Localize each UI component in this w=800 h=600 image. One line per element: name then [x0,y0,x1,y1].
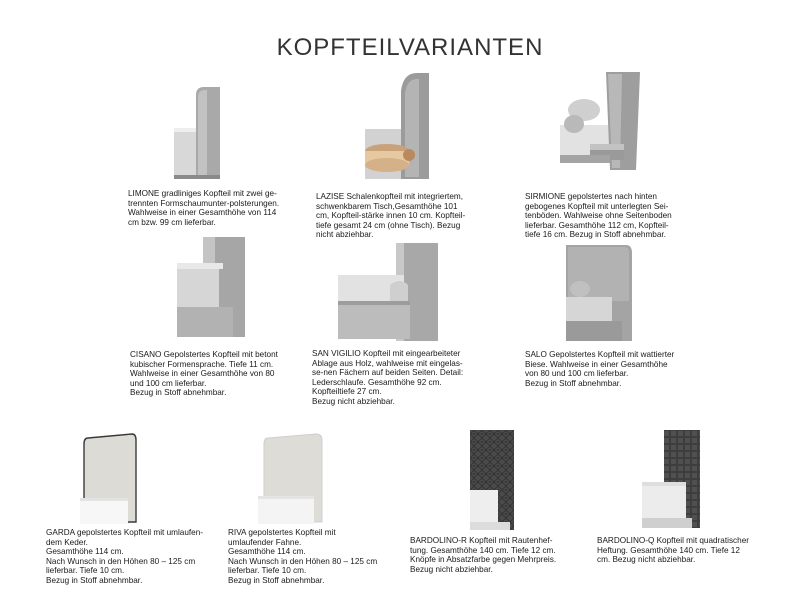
text-line: tiefe gesamt 24 cm (ohne Tisch). Bezug [316,220,461,230]
text-line: schwenkbarem Tisch,Gesamthöhe 101 [316,201,458,211]
san-vigilio-headboard-image [338,241,440,343]
text-line: Wahlweise in einer Gesamthöhe von 114 [128,208,277,218]
text-line: lieferbar. Gesamthöhe 112 cm, Kopfteil- [525,220,669,230]
text-line: Kopfteiltiefe 27 cm. [312,387,382,397]
sirmione-description [525,192,705,240]
text-line: Wahlweise in einer Gesamthöhe von 80 [130,369,275,379]
text-line: lieferbar. Tiefe 10 cm. [228,566,307,576]
cisano-description [130,350,305,398]
text-line: Nach Wunsch in den Höhen 80 – 125 cm [228,556,378,566]
salo-description [525,350,700,388]
text-line: SAN VIGILIO Kopfteil mit eingearbeiteter [312,349,461,358]
text-line: LIMONE gradliniges Kopfteil mit zwei ge- [128,189,277,198]
bardolino-q-description [597,536,777,565]
text-line: Bezug in Stoff abnehmbar. [228,575,325,585]
text-line: Bezug nicht abziehbar. [410,564,493,574]
text-line: LAZISE Schalenkopfteil mit integriertem, [316,192,463,201]
text-line: Biese. Wahlweise in einer Gesamthöhe [525,359,668,369]
text-line: kubischer Formensprache. Tiefe 11 cm. [130,359,274,369]
text-line: umlaufender Fahne. [228,537,302,547]
limone-headboard-image [174,85,224,185]
riva-description [228,528,403,586]
text-line: cm, Kopfteil-stärke innen 10 cm. Kopfteil- [316,211,466,221]
text-line: Gesamthöhe 114 cm. [228,547,306,557]
text-line: Bezug in Stoff abnehmbar. [130,388,227,398]
text-line: von 80 und 100 cm lieferbar. [525,369,629,379]
text-line: CISANO Gepolstertes Kopfteil mit betont [130,350,278,359]
garda-headboard-image [80,432,140,526]
lazise-description [316,192,486,240]
limone-description [128,189,298,227]
text-line: lieferbar. Tiefe 10 cm. [46,566,125,576]
text-line: cm. Bezug nicht abziehbar. [597,555,696,565]
sirmione-headboard-image [560,70,642,180]
bardolino-r-headboard-image [470,430,516,532]
text-line: nicht abziehbar. [316,230,374,240]
text-line: und 100 cm lieferbar. [130,378,207,388]
cisano-headboard-image [177,237,247,341]
text-line: Bezug in Stoff abnehmbar. [46,575,143,585]
text-line: Bezug nicht abziehbar. [312,396,395,406]
text-line: SALO Gepolstertes Kopfteil mit wattierter [525,350,675,359]
bardolino-r-description [410,536,585,574]
text-line: tenböden. Wahlweise ohne Seitenboden [525,211,672,221]
text-line: Gesamthöhe 114 cm. [46,547,124,557]
text-line: SIRMIONE gepolstertes nach hinten [525,192,657,201]
text-line: Nach Wunsch in den Höhen 80 – 125 cm [46,556,196,566]
text-line: Knöpfe in Absatzfarbe gegen Mehrpreis. [410,555,557,565]
text-line: gebogenes Kopfteil mit unterlegten Sei- [525,201,669,211]
text-line: cm bzw. 99 cm lieferbar. [128,217,216,227]
page-title: KOPFTEILVARIANTEN [276,34,544,61]
text-line: BARDOLINO-R Kopfteil mit Rautenhef- [410,536,553,545]
text-line: tiefe 16 cm. Bezug in Stoff abnehmbar. [525,230,666,240]
san-vigilio-description [312,349,492,407]
text-line: Lederschlaufe. Gesamthöhe 92 cm. [312,377,442,387]
riva-headboard-image [258,432,324,526]
text-line: tung. Gesamthöhe 140 cm. Tiefe 12 cm. [410,545,556,555]
lazise-headboard-image [365,71,435,183]
text-line: Ablage aus Holz, wahlweise mit eingelas- [312,358,463,368]
text-line: Bezug in Stoff abnehmbar. [525,378,622,388]
salo-headboard-image [566,241,634,343]
text-line: Heftung. Gesamthöhe 140 cm. Tiefe 12 [597,545,740,555]
bardolino-q-headboard-image [642,430,700,530]
text-line: RIVA gepolstertes Kopfteil mit [228,528,336,537]
garda-description [46,528,221,586]
text-line: GARDA gepolstertes Kopfteil mit umlaufen- [46,528,203,537]
text-line: trennten Formschaumunter-polsterungen. [128,198,280,208]
text-line: se-nen Fächern auf beiden Seiten. Detail: [312,368,464,378]
text-line: dem Keder. [46,537,88,547]
text-line: BARDOLINO-Q Kopfteil mit quadratischer [597,536,749,545]
